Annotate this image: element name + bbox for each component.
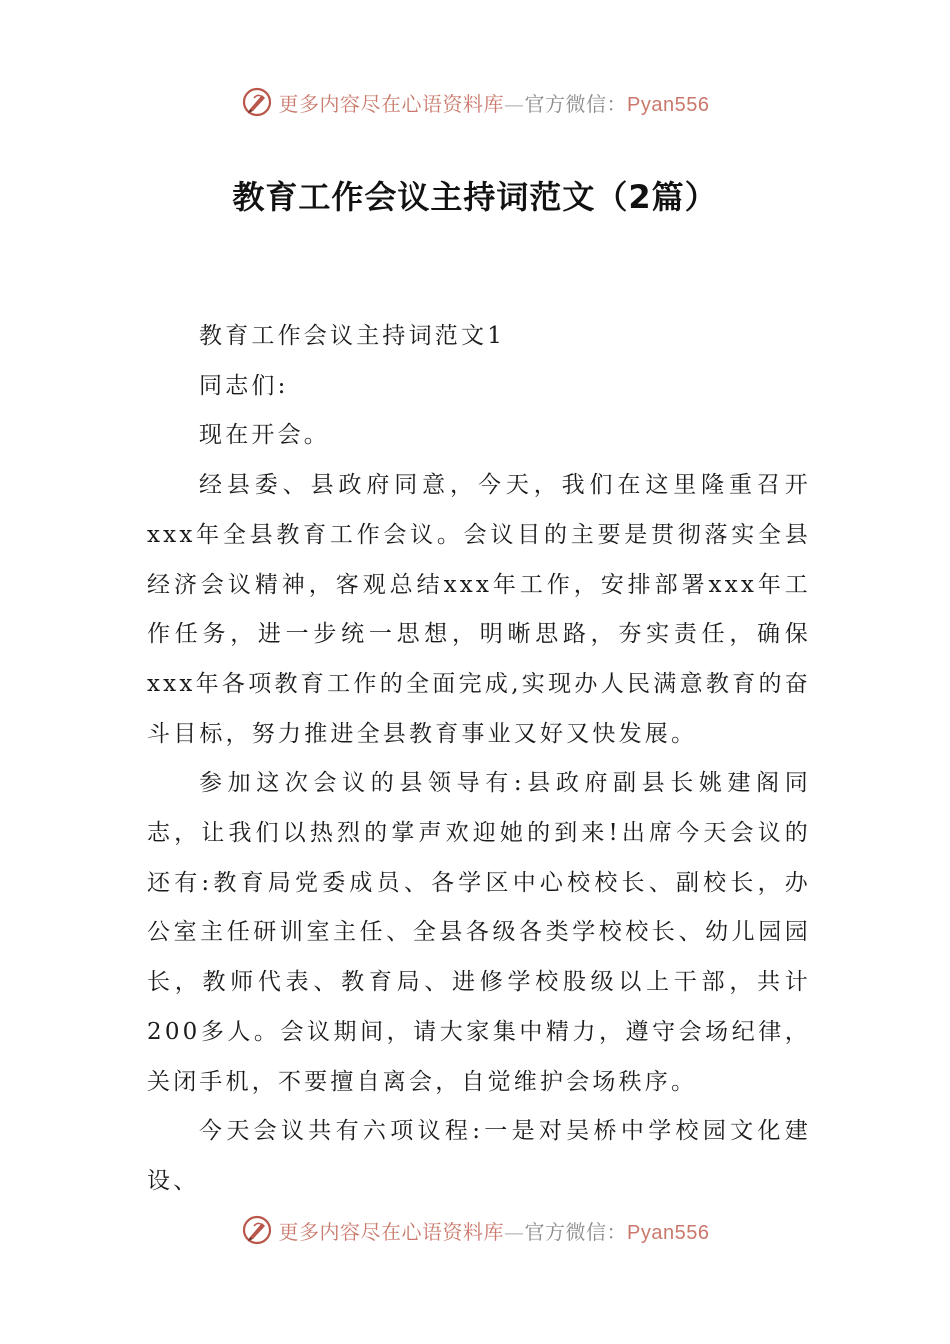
- paragraph: 今天会议共有六项议程:一是对吴桥中学校园文化建设、: [147, 1118, 811, 1194]
- watermark-wechat-id: Pyan556: [627, 93, 710, 116]
- watermark-wechat-label: 官方微信：: [524, 1219, 628, 1244]
- paragraph: 参加这次会议的县领导有:县政府副县长姚建阁同志，让我们以热烈的掌声欢迎她的到来!出席今天会议的还有:教育局党委成员、各学区中心校校长、副校长，办公室主任研训室主任、全县各级各类学校校长、幼儿园园长，教师代表、教育局、进修学校股级以上干部，共计200多人。会议期间，请大家集中精力，遵守会场纪律，关闭手机，不要擅自离会，自觉维护会场秩序。: [147, 770, 811, 1095]
- document-body: [147, 312, 811, 1207]
- paragraph: 现在开会。: [199, 422, 330, 449]
- paragraph: 教育工作会议主持词范文1: [199, 323, 506, 349]
- pen-logo-icon: [241, 86, 273, 118]
- watermark-brand: 更多内容尽在心语资料库: [278, 91, 505, 116]
- paragraph: 经县委、县政府同意，今天，我们在这里隆重召开xxx年全县教育工作会议。会议目的主要是贯彻落实全县经济会议精神，客观总结xxx年工作，安排部署xxx年工作任务，进一步统一思想，明晰思路，夯实责任，确保xxx年各项教育工作的全面完成,实现办人民满意教育的奋斗目标，努力推进全县教育事业又好又快发展。: [147, 472, 811, 747]
- watermark-wechat-label: 官方微信：: [524, 91, 628, 116]
- watermark-brand: 更多内容尽在心语资料库: [278, 1219, 505, 1244]
- document-title: 教育工作会议主持词范文（2篇）: [232, 178, 718, 216]
- watermark-text: [279, 1216, 710, 1245]
- watermark-dash: —: [504, 91, 525, 116]
- watermark-dash: —: [504, 1219, 525, 1244]
- watermark-footer: [0, 1210, 950, 1250]
- pen-logo-icon: [241, 1214, 273, 1246]
- watermark-text: [279, 88, 710, 117]
- watermark-wechat-id: Pyan556: [627, 1221, 710, 1244]
- paragraph: 同志们:: [199, 372, 289, 399]
- watermark-header: [0, 82, 950, 122]
